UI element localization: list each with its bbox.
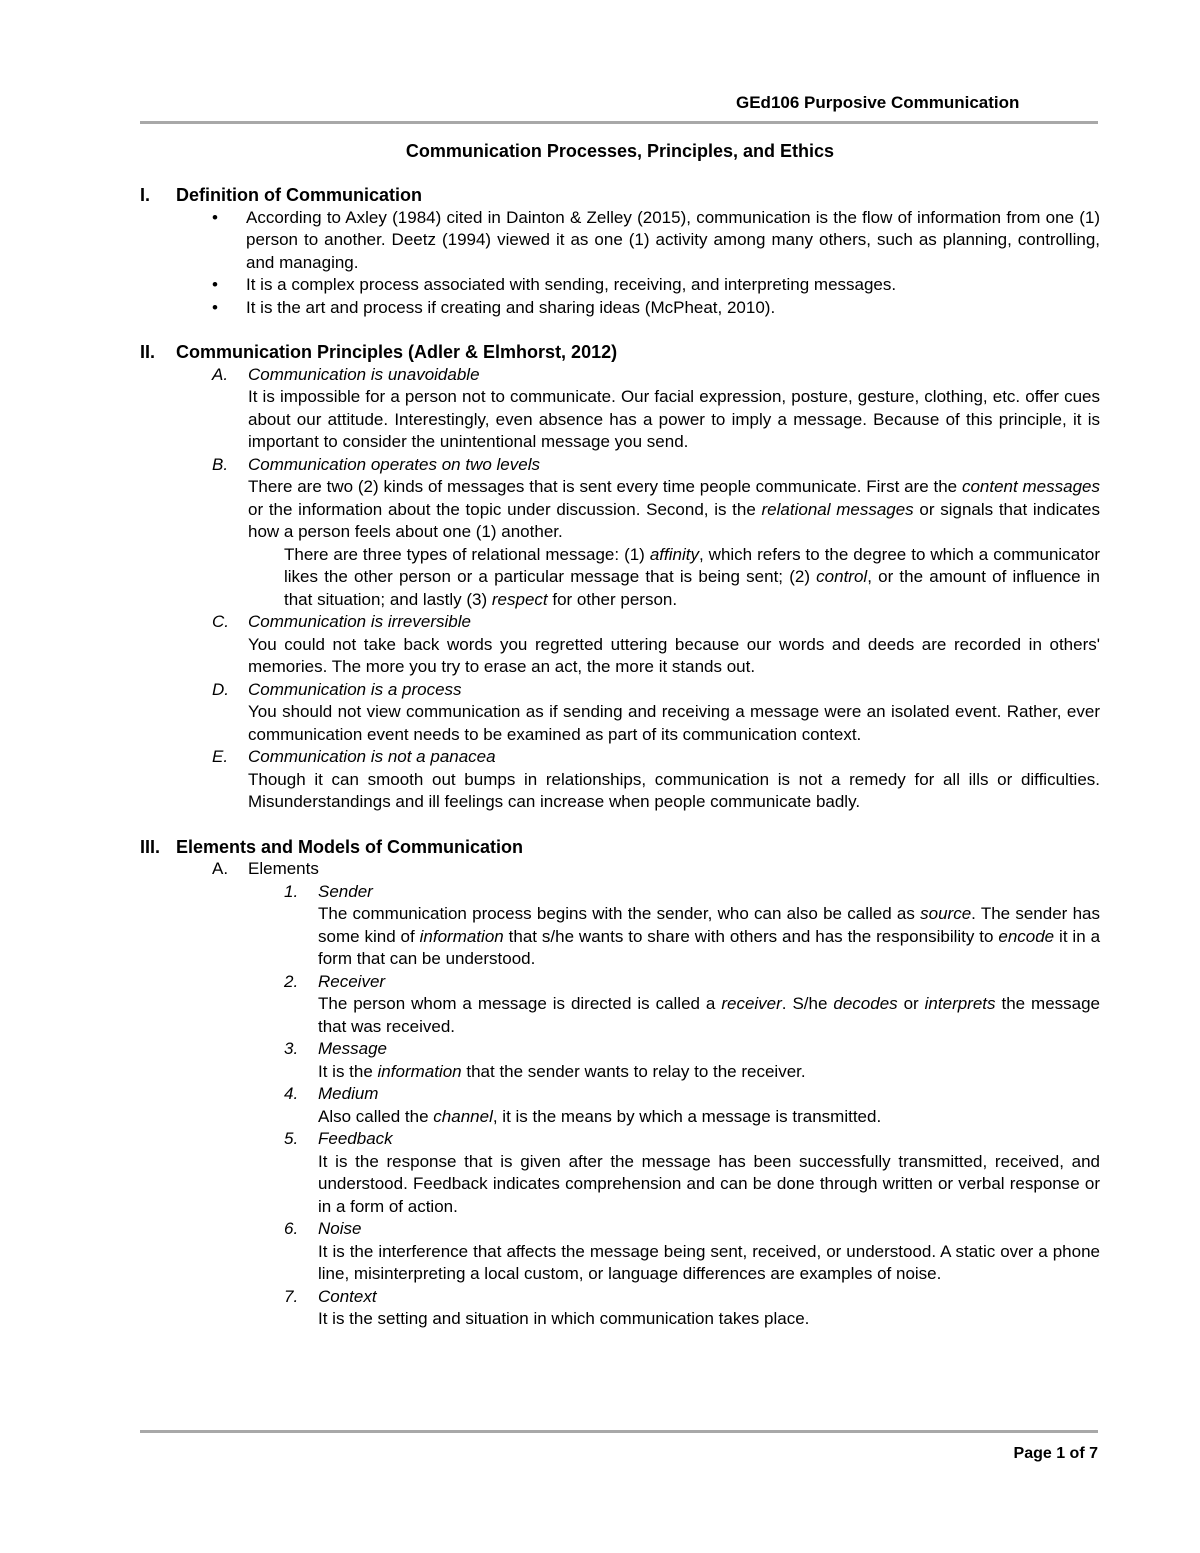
principle-heading: Communication is irreversible: [248, 612, 471, 631]
principle-heading: Communication is not a panacea: [248, 747, 496, 766]
element-item-medium: [140, 1083, 1100, 1128]
element-item-message: [140, 1038, 1100, 1083]
principle-body: You could not take back words you regretted uttering because our words and deeds are recorded in others' memories. The more you try to erase an act, the more it stands out.: [248, 634, 1100, 676]
section-number: III.: [140, 836, 161, 857]
element-heading: Medium: [318, 1084, 379, 1103]
section-number: I.: [140, 185, 151, 205]
element-body: The person whom a message is directed is called a receiver. S/he decodes or interprets the message that was received.: [318, 994, 1101, 1036]
principle-letter: D.: [212, 679, 229, 699]
principle-heading: Communication is unavoidable: [248, 364, 480, 384]
list-item: • According to Axley (1984) cited in Dainton & Zelley (2015), communication is the flow of information from one (1) person to another. Deetz (1994) viewed it as one (1) activity among many others, such as planning, controlling, and managing.: [212, 207, 1100, 272]
element-item-context: [140, 1286, 1100, 1331]
section-number: II.: [140, 342, 156, 362]
section-title: Communication Principles (Adler & Elmhorst, 2012): [176, 342, 618, 362]
page-number: Page 1 of 7: [1013, 1445, 1098, 1462]
element-item-noise: [140, 1218, 1100, 1286]
principle-body: There are two (2) kinds of messages that is sent every time people communicate. First are the content messages or the information about the topic under discussion. Second, is the relational messages or signals that indicates how a person feels about one (1) another.: [248, 477, 1100, 541]
element-number: 5.: [284, 1129, 299, 1148]
section-heading-3: [140, 836, 1100, 859]
principle-heading: Communication operates on two levels: [248, 454, 540, 474]
element-heading: Sender: [318, 881, 373, 901]
element-body: It is the interference that affects the message being sent, received, or understood. A static over a phone line, misinterpreting a local custom, or language differences are examples of noise.: [318, 1241, 1100, 1283]
bullet-icon: •: [212, 297, 218, 317]
principle-letter: B.: [212, 454, 229, 474]
element-number: 2.: [284, 971, 299, 991]
section-heading-2: [140, 341, 1100, 364]
element-body: Also called the channel, it is the means by which a message is transmitted.: [318, 1106, 882, 1126]
principle-letter: E.: [212, 747, 229, 766]
principle-item: [140, 679, 1100, 747]
list-item: • It is the art and process if creating and sharing ideas (McPheat, 2010).: [140, 297, 1100, 320]
element-item-sender: [140, 881, 1100, 971]
principle-subparagraph: There are three types of relational message: (1) affinity, which refers to the degree to which a communicator likes the other person or a particular message that is being sent; (2) control, or the amount of influence in that situation; and lastly (3) respect for other person.: [284, 544, 1100, 609]
element-body: It is the response that is given after the message has been successfully transmitted, received, and understood. Feedback indicates comprehension and can be done through written or verbal response or in a form of action.: [318, 1151, 1100, 1216]
principle-item: [140, 364, 1100, 454]
section-heading-1: [140, 184, 1100, 207]
definition-bullet-list: [140, 207, 1100, 320]
principle-body: You should not view communication as if sending and receiving a message were an isolated event. Rather, ever communication event needs to be examined as part of its communication context.: [248, 702, 1100, 744]
bullet-icon: •: [212, 207, 218, 227]
principle-item: [140, 454, 1100, 612]
principle-heading: Communication is a process: [248, 679, 462, 699]
element-body: It is the information that the sender wants to relay to the receiver.: [318, 1061, 806, 1081]
footer-rule: [140, 1430, 1098, 1433]
element-number: 4.: [284, 1084, 299, 1103]
element-item-feedback: [140, 1128, 1100, 1218]
element-body: The communication process begins with the sender, who can also be called as source. The sender has some kind of information that s/he wants to share with others and has the responsibility to encode it in a form that can be understood.: [318, 904, 1101, 968]
document-content: [140, 184, 1100, 1331]
element-heading: Message: [318, 1039, 387, 1058]
element-number: 7.: [284, 1286, 299, 1306]
principle-letter: C.: [212, 612, 229, 631]
header-course-title: GEd106 Purposive Communication: [736, 93, 1020, 112]
element-heading: Context: [318, 1286, 377, 1306]
document-title: Communication Processes, Principles, and Ethics: [405, 141, 835, 161]
element-heading: Feedback: [318, 1129, 393, 1148]
principle-body: It is impossible for a person not to communicate. Our facial expression, posture, gesture, clothing, etc. offer cues about our attitude. Interestingly, even absence has a power to imply a message. Because of this principle, it is important to consider the unintentional message you send.: [248, 387, 1100, 451]
element-number: 3.: [284, 1039, 299, 1058]
element-number: 6.: [284, 1219, 299, 1238]
principle-letter: A.: [212, 364, 229, 384]
principle-item: [140, 611, 1100, 679]
subheading-letter: A.: [212, 859, 229, 878]
header-rule: [140, 121, 1098, 124]
element-heading: Noise: [318, 1219, 362, 1238]
element-heading: Receiver: [318, 971, 386, 991]
section-title: Definition of Communication: [176, 185, 422, 205]
principle-body: Though it can smooth out bumps in relationships, communication is not a remedy for all ills or difficulties. Misunderstandings and ill feelings can increase when people communicate badly.: [248, 769, 1100, 811]
bullet-icon: •: [212, 275, 218, 294]
principle-item: [140, 746, 1100, 814]
element-item-receiver: [140, 971, 1100, 1039]
section-title: Elements and Models of Communication: [176, 836, 524, 857]
list-item: • It is a complex process associated with sending, receiving, and interpreting messages.: [140, 274, 1100, 297]
element-number: 1.: [284, 881, 299, 901]
elements-subheading: [140, 858, 1100, 881]
element-body: It is the setting and situation in which communication takes place.: [318, 1309, 810, 1328]
subheading-title: Elements: [248, 859, 319, 878]
